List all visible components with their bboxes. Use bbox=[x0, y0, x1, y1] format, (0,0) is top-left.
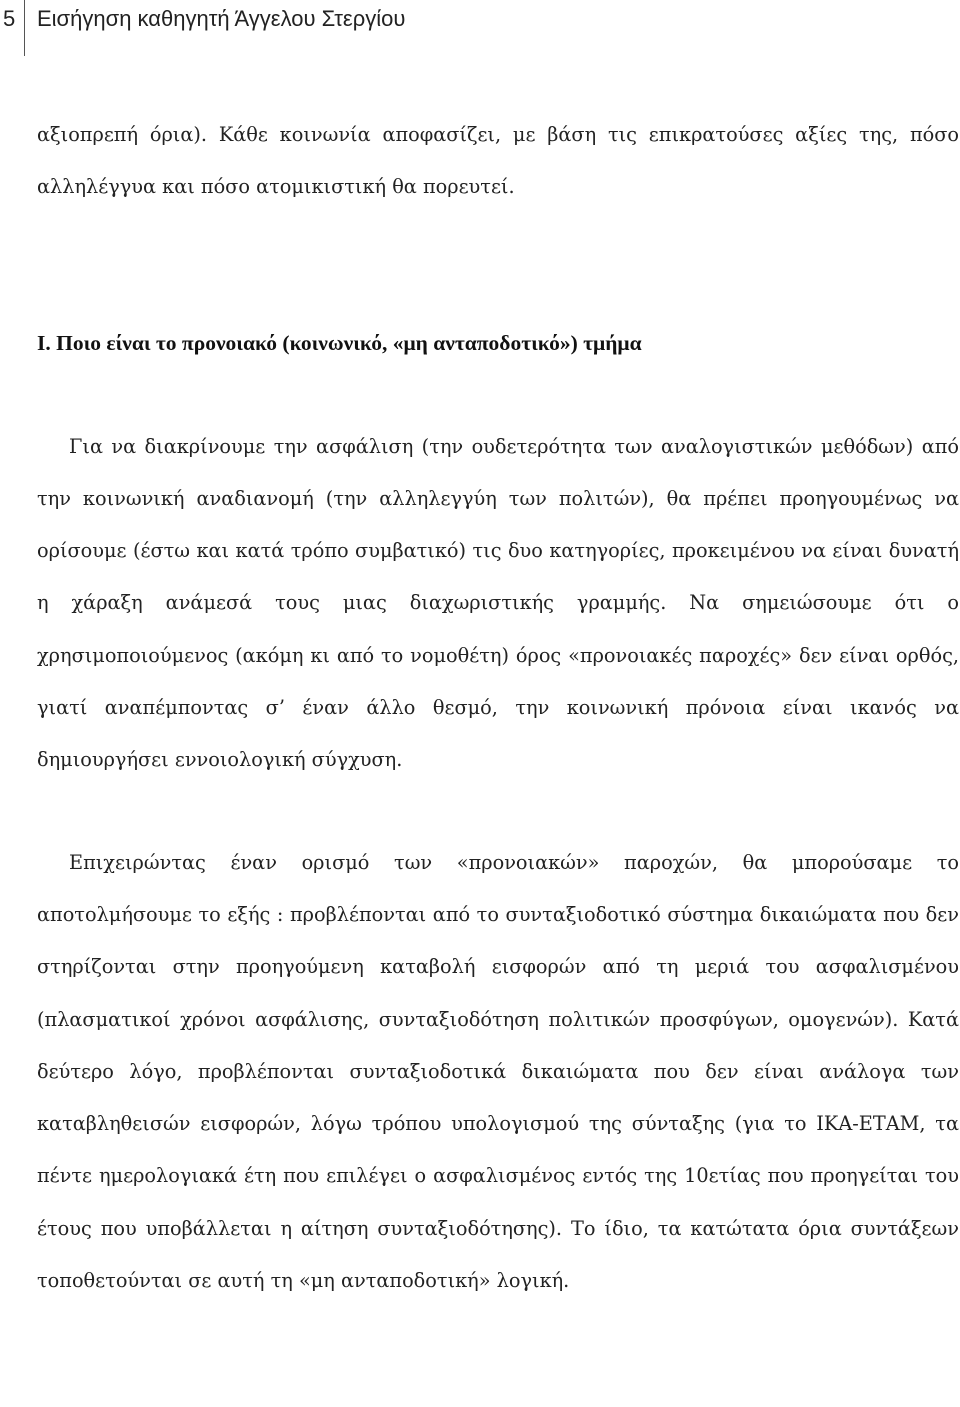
body-paragraph-2: Επιχειρώντας έναν ορισμό των «προνοιακών» παροχών, θα μπορούσαμε το αποτολμήσουμε το εξής : προβλέπονται από το συνταξιοδοτικό σύστημα δικαιώματα που δεν στηρίζονται στην προηγούμενη καταβολή εισφορών από τη μεριά του ασφαλισμένου (πλασματικοί χρόνοι ασφάλισης, συνταξιοδότηση πολιτικών προσφύγων, ομογενών). Κατά δεύτερο λόγο, προβλέπονται συνταξιοδοτικά δικαιώματα που δεν είναι ανάλογα των καταβληθεισών εισφορών, λόγω τρόπου υπολογισμού της σύνταξης (για το ΙΚΑ-ΕΤΑΜ, τα πέντε ημερολογιακά έτη που επιλέγει ο ασφαλισμένος εντός της 10ετίας που προηγείται του έτους που υποβάλλεται η αίτηση συνταξιοδότησης). Το ίδιο, τα κατώτατα όρια συντάξεων τοποθετούνται σε αυτή τη «μη ανταποδοτική» λογική. bbox=[37, 850, 959, 1293]
page-header bbox=[0, 0, 960, 56]
header-divider bbox=[24, 0, 25, 56]
intro-paragraph: αξιοπρεπή όρια). Κάθε κοινωνία αποφασίζει, με βάση τις επικρατούσες αξίες της, πόσο αλληλέγγυα και πόσο ατομικιστική θα πορευτεί. bbox=[37, 123, 959, 199]
document-body bbox=[37, 109, 959, 1307]
page-number: 5 bbox=[3, 6, 16, 31]
section-heading: I. Ποιο είναι το προνοιακό (κοινωνικό, «μη ανταποδοτικό») τμήμα bbox=[37, 330, 642, 355]
body-paragraph-1: Για να διακρίνουμε την ασφάλιση (την ουδετερότητα των αναλογιστικών μεθόδων) από την κοινωνική αναδιανομή (την αλληλεγγύη των πολιτών), θα πρέπει προηγουμένως να ορίσουμε (έστω και κατά τρόπο συμβατικό) τις δυο κατηγορίες, προκειμένου να είναι δυνατή η χάραξη ανάμεσά τους μιας διαχωριστικής γραμμής. Να σημειώσουμε ότι ο χρησιμοποιούμενος (ακόμη κι από το νομοθέτη) όρος «προνοιακές παροχές» δεν είναι ορθός, γιατί αναπέμποντας σ’ έναν άλλο θεσμό, την κοινωνική πρόνοια είναι ικανός να δημιουργήσει εννοιολογική σύγχυση. bbox=[37, 434, 959, 772]
header-title: Εισήγηση καθηγητή Άγγελου Στεργίου bbox=[37, 6, 406, 31]
